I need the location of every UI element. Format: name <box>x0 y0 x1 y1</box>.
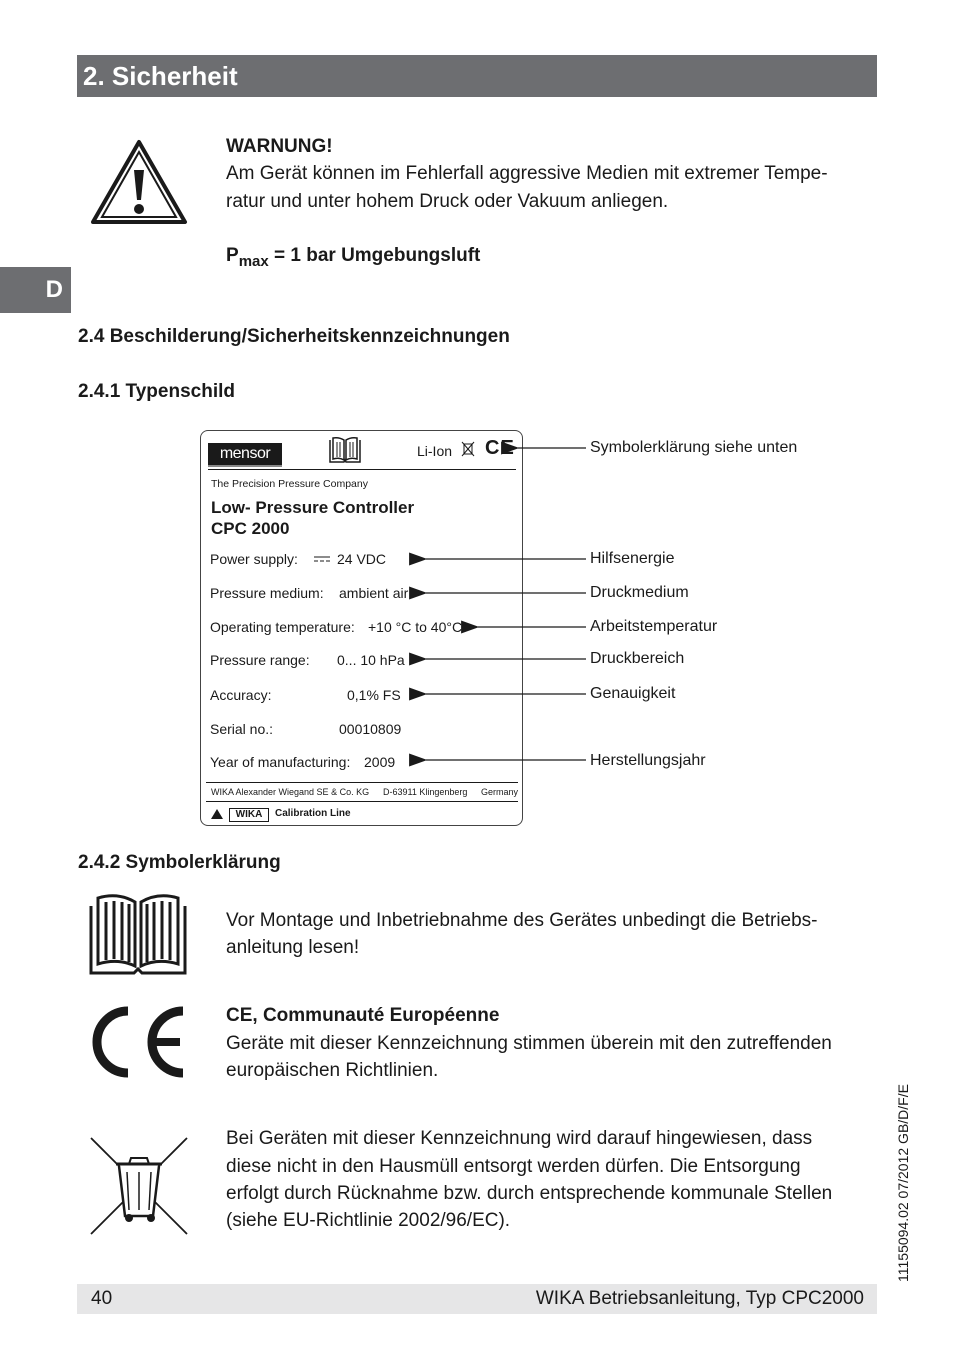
section-2-4-1-heading: 2.4.1 Typenschild <box>78 381 235 402</box>
language-tab: D <box>0 267 71 313</box>
ce-mark-icon <box>90 1005 190 1079</box>
weee-small-icon <box>460 440 476 458</box>
wika-triangle-icon <box>210 808 224 820</box>
pressure-range-value: 0... 10 hPa <box>337 652 405 668</box>
pmax-statement <box>226 242 480 275</box>
callout-range: Druckbereich <box>590 650 685 667</box>
serial-number-value: 00010809 <box>339 721 402 737</box>
mensor-logo <box>208 443 282 465</box>
pmax-rest: = 1 bar Umgebungsluft <box>268 245 481 266</box>
page-number: 40 <box>91 1288 113 1309</box>
callout-power: Hilfsenergie <box>590 550 675 567</box>
footer-title: WIKA Betriebsanleitung, Typ CPC2000 <box>535 1288 864 1309</box>
weee-crossed-bin-icon <box>89 1136 189 1236</box>
warning-triangle-icon <box>90 138 188 226</box>
pressure-medium-value: ambient air <box>339 585 409 601</box>
nameplate-footer-divider <box>206 782 518 783</box>
mensor-logo-text: mensor <box>219 445 271 462</box>
serial-number-label: Serial no.: <box>210 721 274 737</box>
pressure-medium-label: Pressure medium: <box>210 585 324 601</box>
manufacturer-city: D-63911 Klingenberg <box>383 787 468 797</box>
operating-temperature-value: +10 °C to 40°C <box>368 619 463 635</box>
document-code: 11155094.02 07/2012 GB/D/F/E <box>895 1084 911 1282</box>
weee-text-line-3: erfolgt durch Rücknahme bzw. durch entsprechende kommunale Stellen <box>226 1183 833 1204</box>
ce-title: CE, Communauté Européenne <box>226 1005 500 1026</box>
callout-temperature: Arbeitstemperatur <box>590 618 718 635</box>
callout-symbols: Symbolerklärung siehe unten <box>590 439 798 456</box>
nameplate-divider <box>208 469 516 470</box>
manufacturer-country: Germany <box>481 787 519 797</box>
operating-temperature-label: Operating temperature: <box>210 619 355 635</box>
li-ion-label: Li-Ion <box>417 443 453 459</box>
section-2-4-heading: 2.4 Beschilderung/Sicherheitskennzeichnungen <box>78 326 510 347</box>
company-tagline: The Precision Pressure Company <box>211 478 368 490</box>
callout-medium: Druckmedium <box>590 584 689 601</box>
nameplate-bottom-divider <box>206 801 518 802</box>
accuracy-label: Accuracy: <box>210 687 272 703</box>
ce-text-line-1: Geräte mit dieser Kennzeichnung stimmen überein mit den zutreffenden <box>226 1033 832 1054</box>
calibration-line-label: Calibration Line <box>275 808 351 819</box>
power-supply-label: Power supply: <box>210 551 298 567</box>
power-supply-value: 24 VDC <box>337 551 387 567</box>
warning-line-1: Am Gerät können im Fehlerfall aggressive Medien mit extremer Tempe- <box>226 163 828 184</box>
manual-book-small-icon <box>328 436 362 464</box>
pressure-range-label: Pressure range: <box>210 652 310 668</box>
pmax-p: P <box>226 245 239 266</box>
product-model: CPC 2000 <box>211 519 290 538</box>
page-title: 2. Sicherheit <box>83 61 238 91</box>
year-of-manufacturing-value: 2009 <box>364 754 396 770</box>
callout-year: Herstellungsjahr <box>590 752 706 769</box>
wika-logo: WIKA <box>229 808 269 822</box>
ce-text-line-2: europäischen Richtlinien. <box>226 1060 439 1081</box>
ce-small-mark: CE <box>485 437 515 459</box>
manual-text-line-2: anleitung lesen! <box>226 937 360 958</box>
manufacturer-company: WIKA Alexander Wiegand SE & Co. KG <box>211 787 370 797</box>
warning-title: WARNUNG! <box>226 136 333 157</box>
section-2-4-2-heading: 2.4.2 Symbolerklärung <box>78 852 281 873</box>
callout-accuracy: Genauigkeit <box>590 685 676 702</box>
pmax-subscript: max <box>238 252 269 270</box>
weee-text-line-2: diese nicht in den Hausmüll entsorgt werden dürfen. Die Entsorgung <box>226 1156 801 1177</box>
weee-text-line-4: (siehe EU-Richtlinie 2002/96/EC). <box>226 1210 511 1231</box>
dc-symbol-icon <box>313 554 331 564</box>
manual-book-icon <box>88 892 188 976</box>
manual-text-line-1: Vor Montage und Inbetriebnahme des Gerätes unbedingt die Betriebs- <box>226 910 818 931</box>
product-name: Low- Pressure Controller <box>211 498 415 517</box>
accuracy-value: 0,1% FS <box>347 687 401 703</box>
year-of-manufacturing-label: Year of manufacturing: <box>210 754 351 770</box>
weee-text-line-1: Bei Geräten mit dieser Kennzeichnung wird darauf hingewiesen, dass <box>226 1128 813 1149</box>
warning-line-2: ratur und unter hohem Druck oder Vakuum anliegen. <box>226 191 669 212</box>
